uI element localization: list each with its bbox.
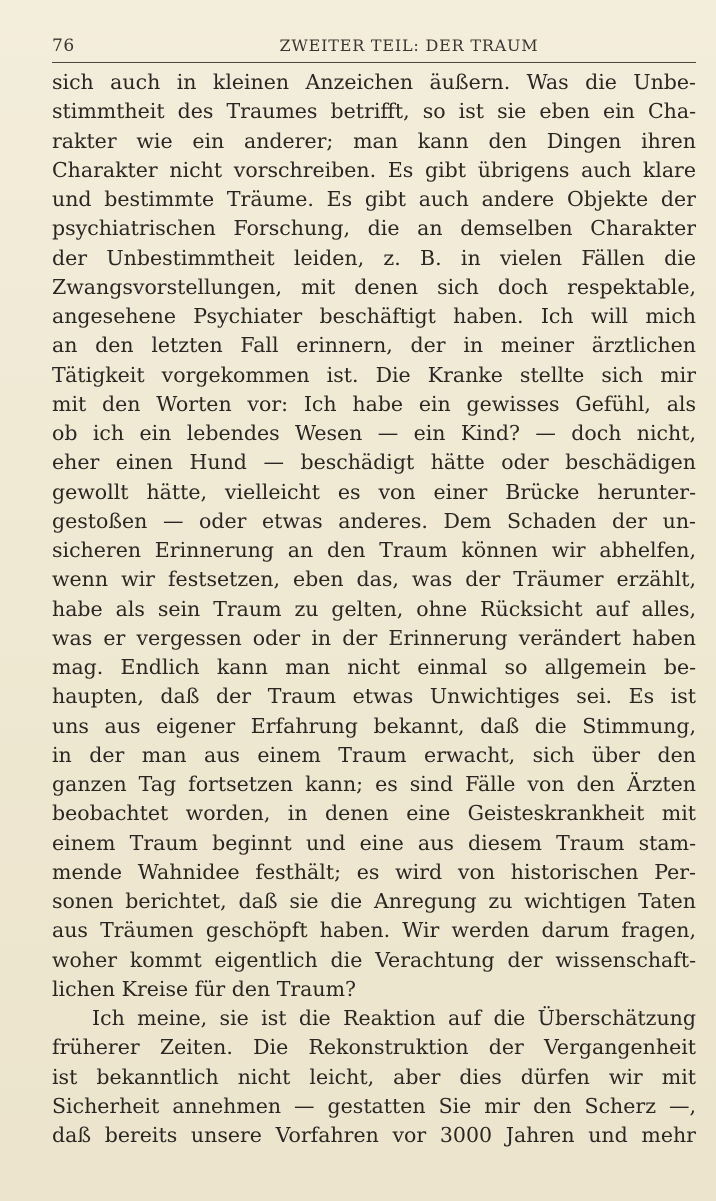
- text-line: beobachtet worden, in denen eine Geisteskrankheit mit: [52, 801, 696, 826]
- header-rule: [52, 62, 696, 63]
- text-line: ganzen Tag fortsetzen kann; es sind Fälle von den Ärzten: [52, 772, 696, 796]
- text-line: gestoßen — oder etwas anderes. Dem Schaden der un-: [52, 508, 696, 533]
- text-line: habe als sein Traum zu gelten, ohne Rücksicht auf alles,: [52, 596, 696, 621]
- text-line: sicheren Erinnerung an den Traum können wir abhelfen,: [52, 538, 696, 562]
- text-line: Sicherheit annehmen — gestatten Sie mir den Scherz —,: [52, 1093, 696, 1118]
- text-line: daß bereits unsere Vorfahren vor 3000 Jahren und mehr: [52, 1123, 696, 1147]
- text-line: mit den Worten vor: Ich habe ein gewisses Gefühl, als: [52, 391, 696, 416]
- text-line: früherer Zeiten. Die Rekonstruktion der Vergangenheit: [52, 1035, 696, 1060]
- text-line: stimmtheit des Traumes betrifft, so ist sie eben ein Cha-: [52, 99, 696, 124]
- text-line: mag. Endlich kann man nicht einmal so allgemein be-: [52, 655, 696, 679]
- text-line: gewollt hätte, vielleicht es von einer Brücke herunter-: [52, 479, 696, 504]
- text-line: wenn wir festsetzen, eben das, was der Träumer erzählt,: [52, 567, 696, 592]
- text-line: und bestimmte Träume. Es gibt auch andere Objekte der: [52, 187, 696, 211]
- text-line: angesehene Psychiater beschäftigt haben. Ich will mich: [52, 304, 696, 328]
- text-line: Charakter nicht vorschreiben. Es gibt übrigens auch klare: [52, 157, 696, 182]
- text-line: ob ich ein lebendes Wesen — ein Kind? — doch nicht,: [52, 421, 696, 445]
- text-line: eher einen Hund — beschädigt hätte oder beschädigen: [52, 450, 696, 475]
- paragraph-end-line: lichen Kreise für den Traum?: [52, 976, 357, 1001]
- text-line: sich auch in kleinen Anzeichen äußern. Was die Unbe-: [52, 70, 696, 94]
- text-line: woher kommt eigentlich die Verachtung der wissenschaft-: [52, 947, 696, 972]
- paragraph-start-line: Ich meine, sie ist die Reaktion auf die Überschätzung: [92, 1006, 696, 1030]
- text-line: Zwangsvorstellungen, mit denen sich doch respektable,: [52, 274, 696, 299]
- text-line: der Unbestimmtheit leiden, z. B. in vielen Fällen die: [52, 245, 696, 270]
- text-line: aus Träumen geschöpft haben. Wir werden darum fragen,: [52, 918, 696, 943]
- text-line: in der man aus einem Traum erwacht, sich über den: [52, 742, 696, 767]
- text-line: Tätigkeit vorgekommen ist. Die Kranke stellte sich mir: [52, 362, 696, 387]
- text-line: haupten, daß der Traum etwas Unwichtiges sei. Es ist: [52, 684, 696, 709]
- text-line: an den letzten Fall erinnern, der in meiner ärztlichen: [52, 333, 696, 358]
- running-head-title: ZWEITER TEIL: DER TRAUM: [279, 36, 539, 55]
- text-line: psychiatrischen Forschung, die an demselben Charakter: [52, 216, 696, 241]
- text-line: ist bekanntlich nicht leicht, aber dies dürfen wir mit: [52, 1064, 696, 1089]
- text-line: mende Wahnidee festhält; es wird von historischen Per-: [52, 859, 696, 884]
- text-line: was er vergessen oder in der Erinnerung verändert haben: [52, 625, 696, 650]
- text-line: einem Traum beginnt und eine aus diesem Traum stam-: [52, 830, 696, 855]
- running-head: [52, 36, 696, 58]
- text-line: uns aus eigener Erfahrung bekannt, daß die Stimmung,: [52, 713, 696, 738]
- text-line: sonen berichtet, daß sie die Anregung zu wichtigen Taten: [52, 889, 696, 913]
- text-line: rakter wie ein anderer; man kann den Dingen ihren: [52, 128, 696, 153]
- page-number: 76: [52, 36, 75, 56]
- body-text: [52, 68, 696, 1150]
